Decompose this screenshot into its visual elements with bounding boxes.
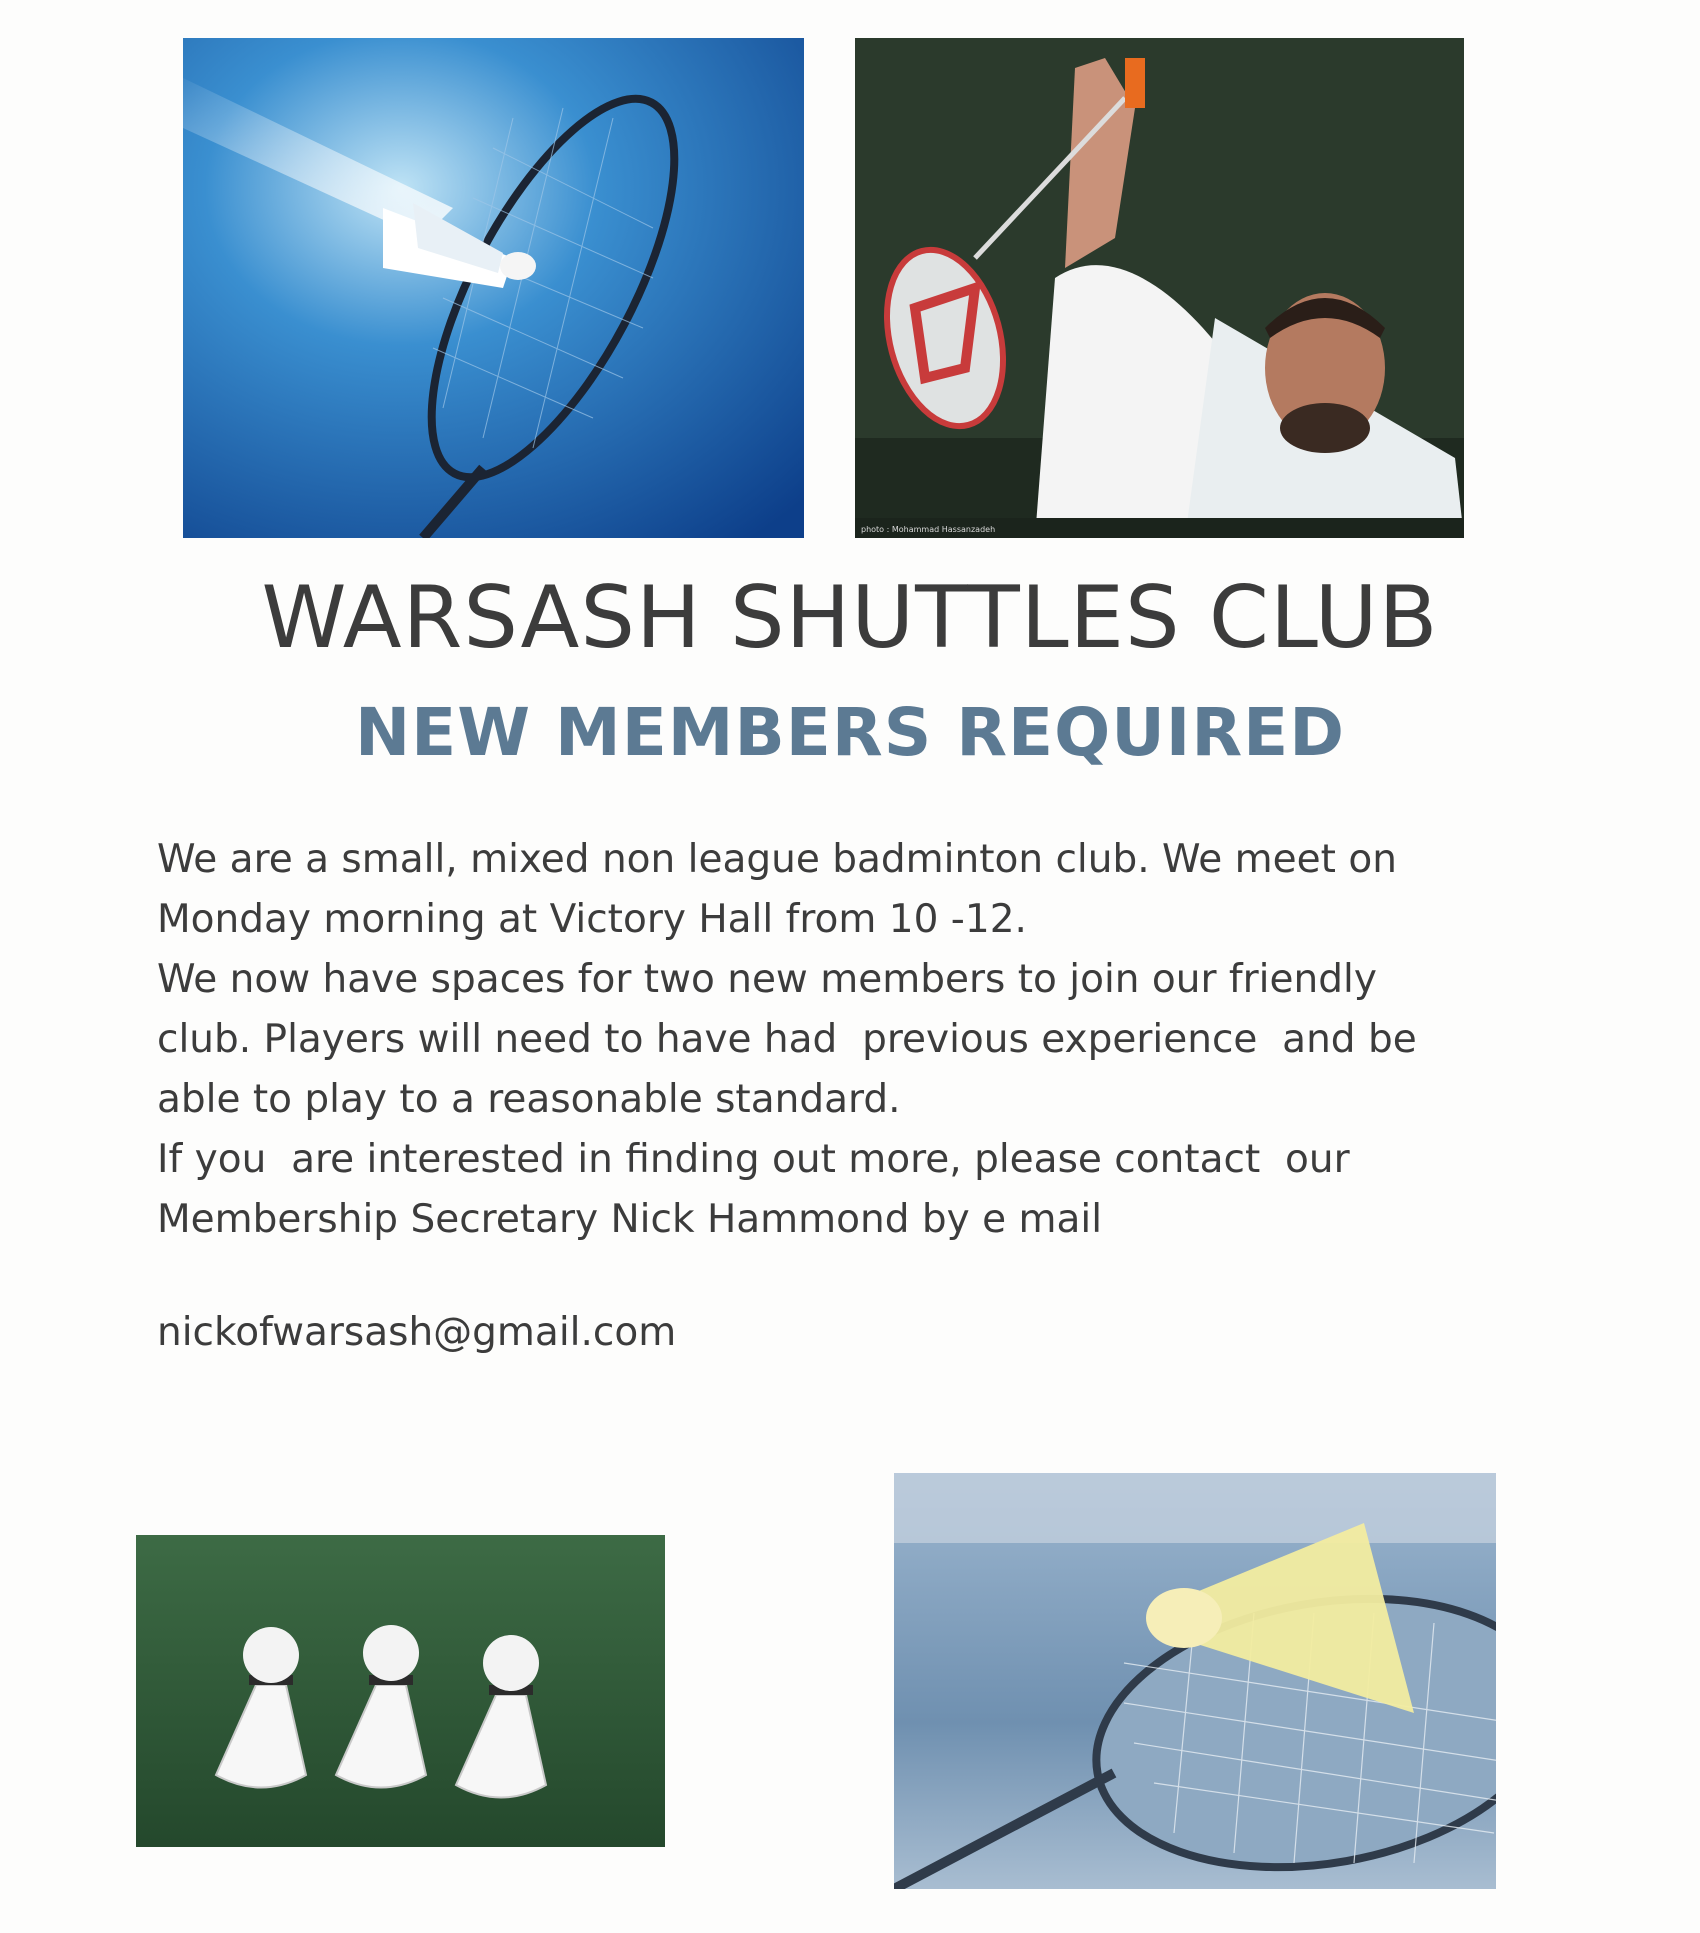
body-line: We now have spaces for two new members to join our friendly (157, 957, 1377, 1002)
contact-email[interactable]: nickofwarsash@gmail.com (157, 1310, 677, 1355)
body-line: Membership Secretary Nick Hammond by e mail (157, 1197, 1103, 1242)
shuttlecock-on-racket-photo (894, 1473, 1496, 1889)
photo-credit: photo : Mohammad Hassanzadeh (861, 525, 996, 534)
racket-shuttlecock-photo (183, 38, 804, 538)
flyer-body (157, 830, 1577, 1250)
body-line: club. Players will need to have had previous experience and be (157, 1017, 1417, 1062)
body-line: able to play to a reasonable standard. (157, 1077, 901, 1122)
body-line: Monday morning at Victory Hall from 10 -12. (157, 897, 1027, 942)
body-line: We are a small, mixed non league badminton club. We meet on (157, 837, 1397, 882)
club-title: WARSASH SHUTTLES CLUB (261, 568, 1439, 668)
badminton-player-photo (855, 38, 1464, 538)
shuttlecocks-on-grass-photo (136, 1535, 665, 1847)
new-members-heading: NEW MEMBERS REQUIRED (354, 694, 1346, 771)
body-line: If you are interested in finding out more, please contact our (157, 1137, 1350, 1182)
